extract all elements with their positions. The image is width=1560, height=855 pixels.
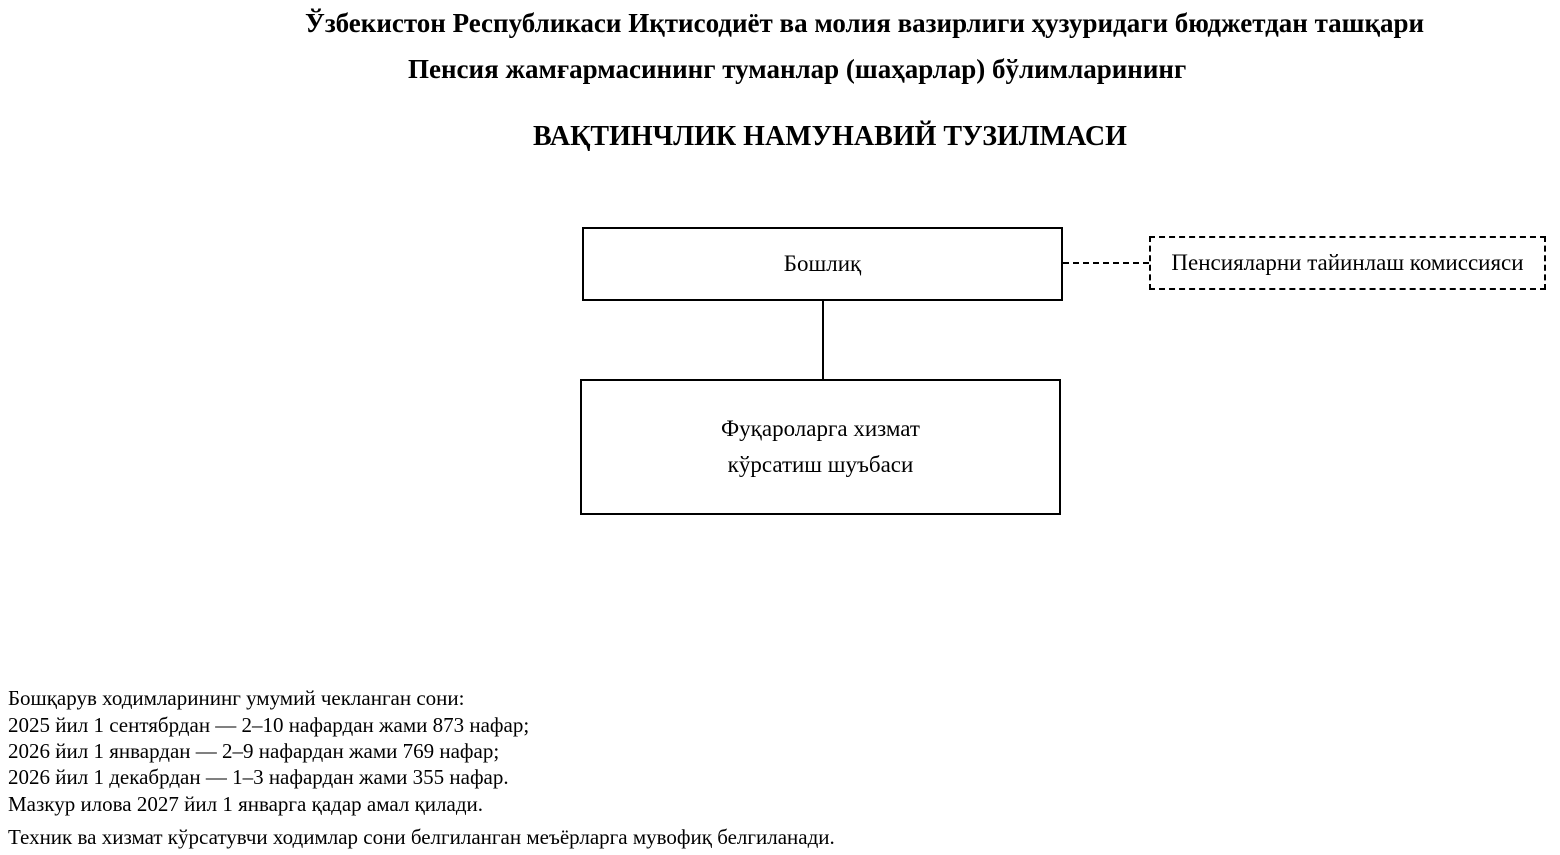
footer-note-line: 2026 йил 1 январдан — 2–9 нафардан жами 769 нафар; [8,739,500,763]
org-box-citizen-service-label-line-2: кўрсатиш шуъбаси [727,452,914,477]
org-box-commission [1149,236,1546,290]
org-box-citizen-service-label-line-1: Фуқароларга хизмат [721,416,920,441]
document-title-line-1: Ўзбекистон Республикаси Иқтисодиёт ва молия вазирлиги ҳузуридаги бюджетдан ташқари [305,8,1425,38]
org-box-head [582,227,1063,301]
footer-note-line: 2025 йил 1 сентябрдан — 2–10 нафардан жами 873 нафар; [8,713,530,737]
solid-connector [822,301,824,379]
footer-note-line: Бошқарув ходимларининг умумий чекланган сони: [8,686,465,710]
dashed-connector [1063,262,1149,264]
footer-note-line: Техник ва хизмат кўрсатувчи ходимлар сони белгиланган меъёрларга мувофиқ белгиланади. [8,825,835,849]
org-box-citizen-service [580,379,1061,515]
document-title-line-3: ВАҚТИНЧЛИК НАМУНАВИЙ ТУЗИЛМАСИ [533,121,1127,152]
org-box-head-label: Бошлиқ [783,251,862,276]
org-box-commission-label: Пенсияларни тайинлаш комиссияси [1171,250,1524,275]
footer-note-line: Мазкур илова 2027 йил 1 январга қадар амал қилади. [8,792,484,816]
document-title-line-2: Пенсия жамғармасининг туманлар (шаҳарлар) бўлимларининг [408,54,1187,84]
footer-note-line: 2026 йил 1 декабрдан — 1–3 нафардан жами 355 нафар. [8,765,509,789]
